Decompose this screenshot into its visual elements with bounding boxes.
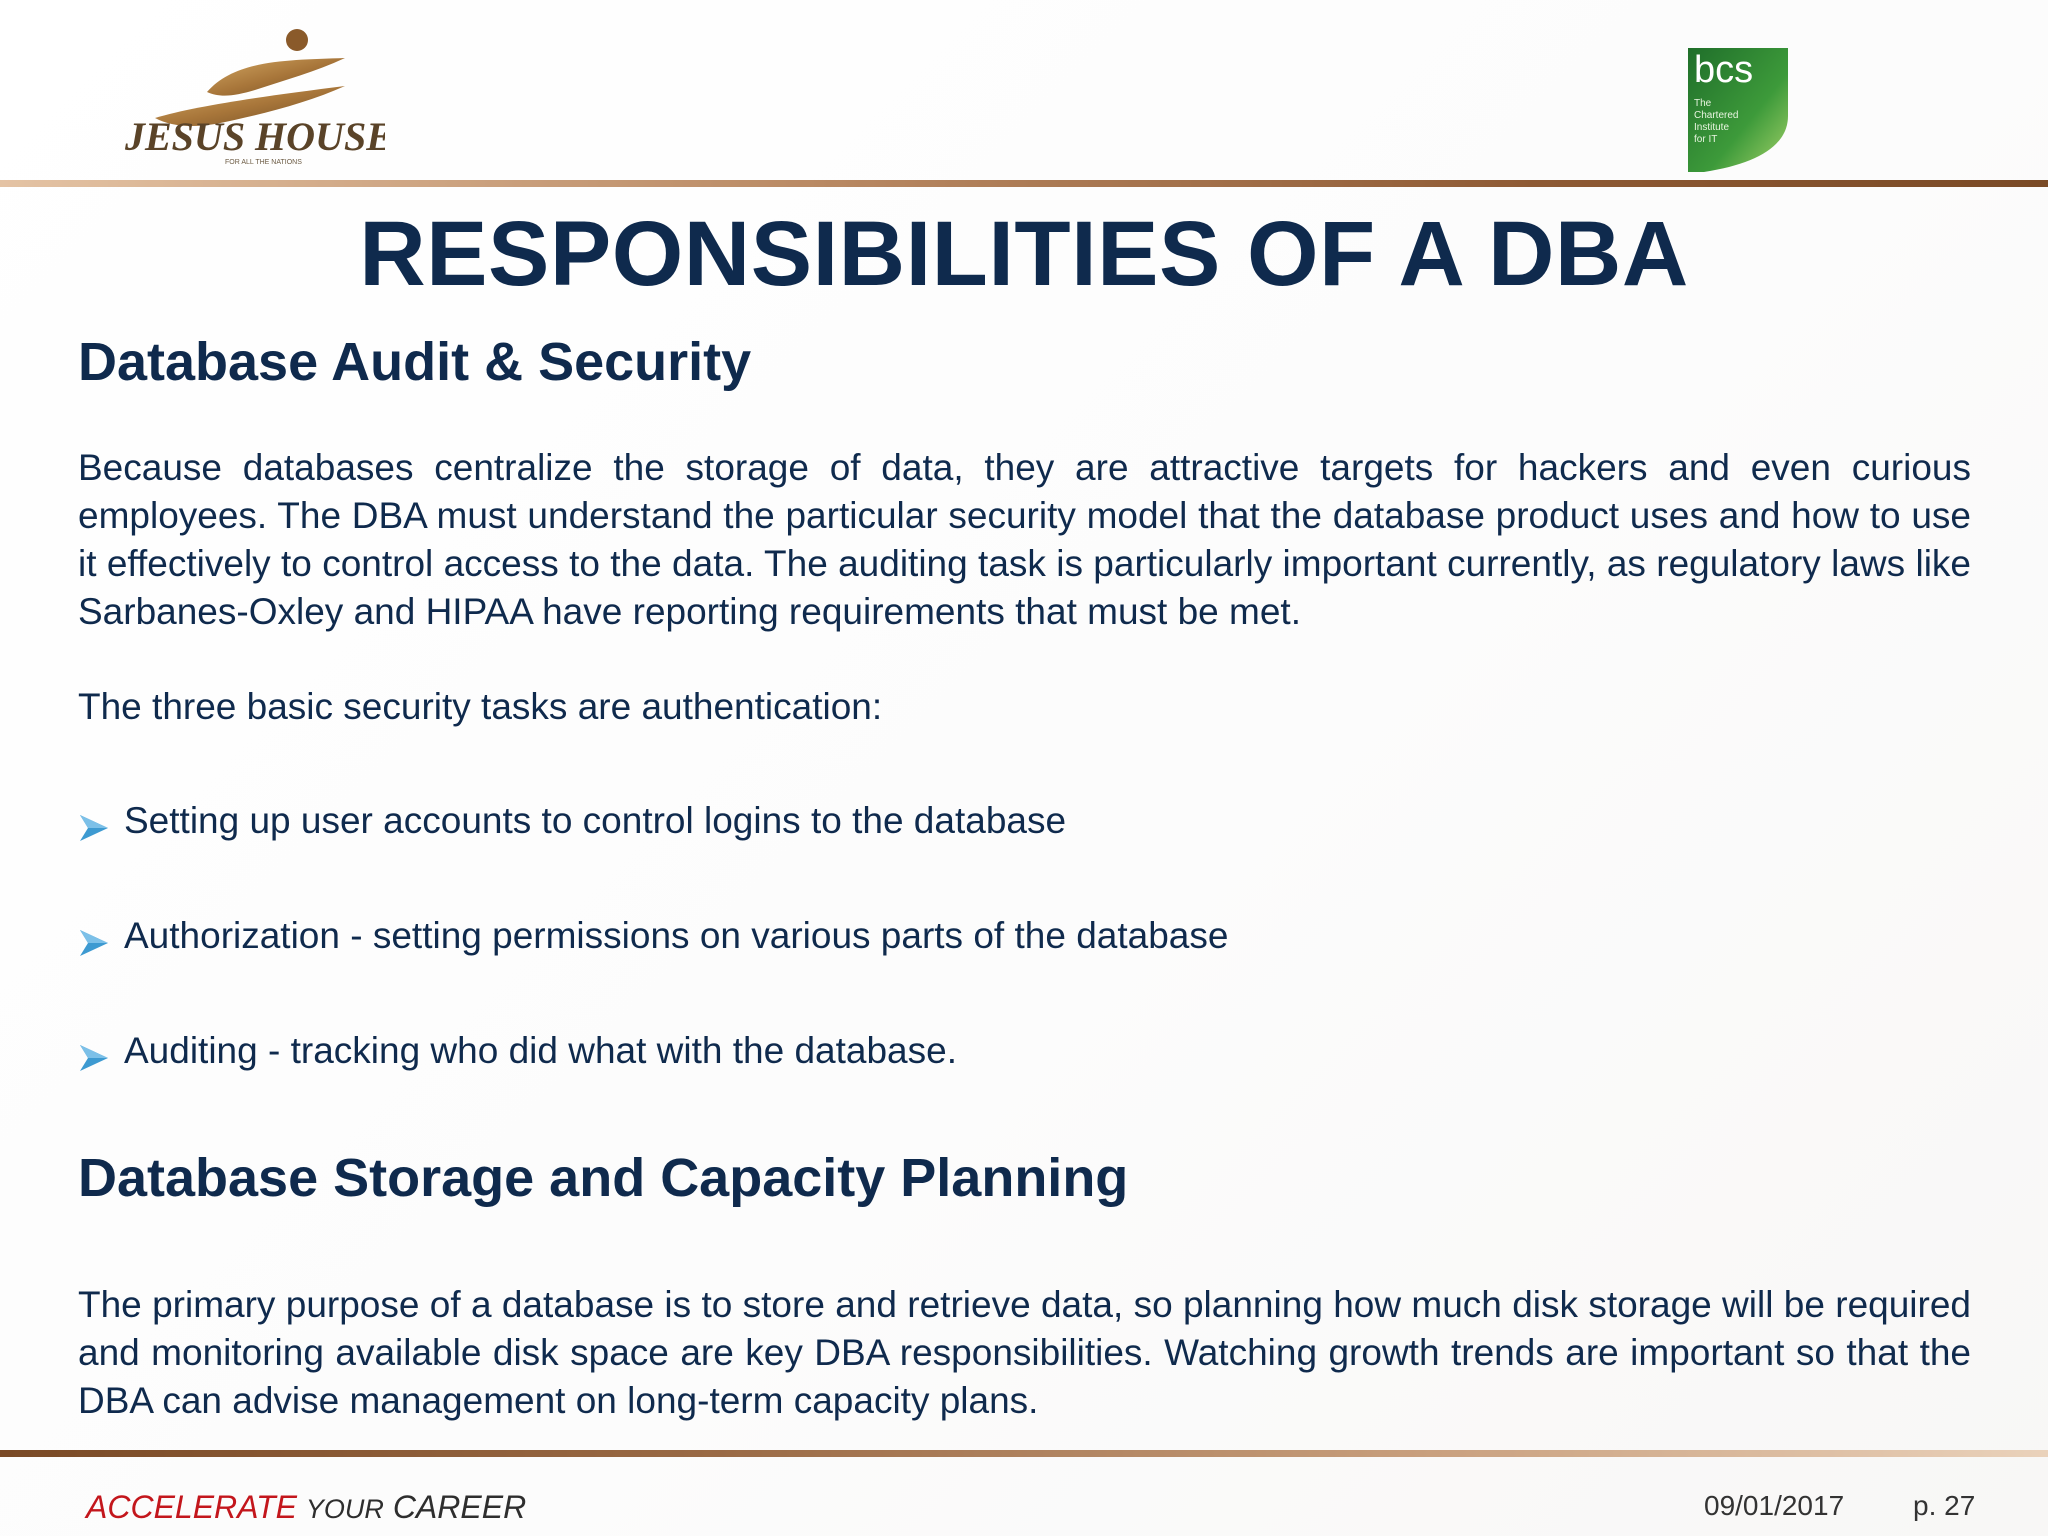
svg-text:Chartered: Chartered bbox=[1694, 110, 1739, 121]
footer-tagline bbox=[86, 1488, 526, 1528]
arrow-bullet-icon bbox=[78, 1037, 110, 1067]
svg-text:JESUS HOUSE: JESUS HOUSE bbox=[125, 114, 385, 159]
paragraph-storage-capacity: The primary purpose of a database is to store and retrieve data, so planning how much disk storage will be required and monitoring available disk space are key DBA responsibilities. Watching growth trends are important so that the DBA can advise management on long-term capacity plans. bbox=[78, 1284, 1971, 1421]
tagline-your: YOUR bbox=[305, 1494, 384, 1524]
svg-text:bcs: bcs bbox=[1694, 49, 1754, 91]
svg-text:The: The bbox=[1694, 98, 1712, 109]
footer-divider bbox=[0, 1450, 2048, 1457]
header-divider bbox=[0, 180, 2048, 187]
page-number: p. 27 bbox=[1913, 1490, 1976, 1521]
section-heading-storage-capacity: Database Storage and Capacity Planning bbox=[78, 1148, 1129, 1208]
bcs-logo-icon bbox=[1686, 46, 1790, 174]
footer-date: 09/01/2017 bbox=[1704, 1490, 1845, 1521]
jesus-house-logo-icon bbox=[115, 20, 385, 170]
svg-text:for IT: for IT bbox=[1694, 134, 1718, 145]
list-item-text: Auditing - tracking who did what with the database. bbox=[124, 1030, 957, 1071]
svg-text:FOR ALL THE NATIONS: FOR ALL THE NATIONS bbox=[225, 159, 302, 166]
tagline-accelerate: ACCELERATE bbox=[86, 1489, 298, 1525]
paragraph-security-tasks-intro: The three basic security tasks are authentication: bbox=[78, 686, 883, 727]
tagline-career: CAREER bbox=[392, 1489, 527, 1525]
section-heading-audit-security: Database Audit & Security bbox=[78, 332, 752, 392]
list-item-text: Setting up user accounts to control logins to the database bbox=[124, 800, 1067, 841]
svg-text:Institute: Institute bbox=[1694, 122, 1730, 133]
arrow-bullet-icon bbox=[78, 807, 110, 837]
paragraph-audit-security: Because databases centralize the storage of data, they are attractive targets for hackers and even curious employees. The DBA must understand the particular security model that the database product uses and how to use it effectively to control access to the data. The auditing task is particularly important currently, as regulatory laws like Sarbanes-Oxley and HIPAA have reporting requirements that must be met. bbox=[78, 447, 1971, 632]
list-item-text: Authorization - setting permissions on various parts of the database bbox=[124, 915, 1229, 956]
arrow-bullet-icon bbox=[78, 922, 110, 952]
page-title: RESPONSIBILITIES OF A DBA bbox=[359, 203, 1689, 305]
